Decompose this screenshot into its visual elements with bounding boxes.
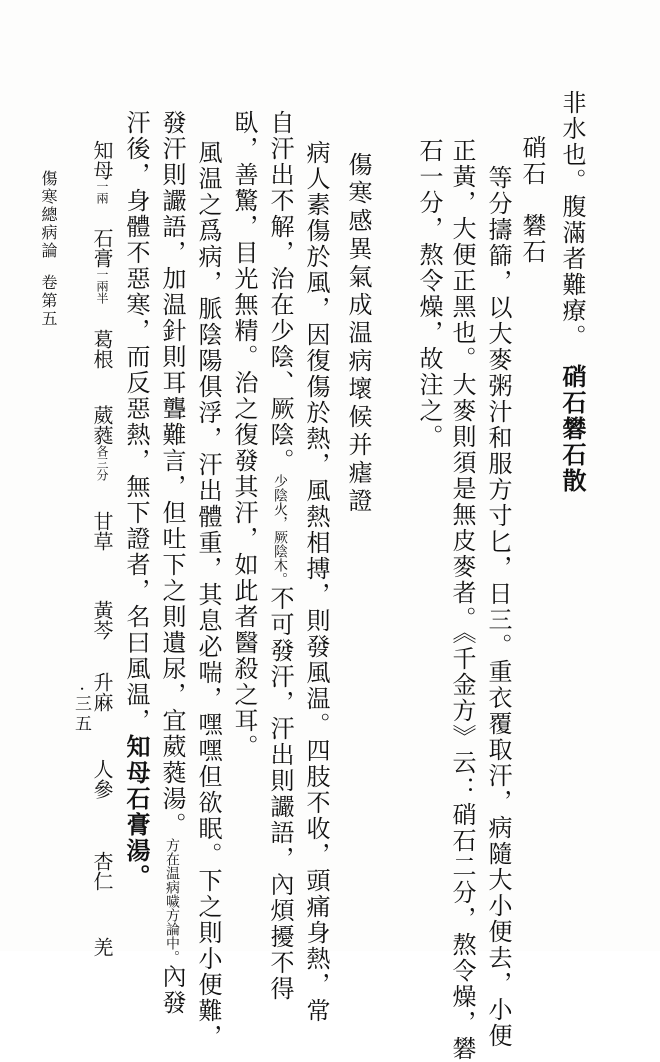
herb-item	[92, 329, 112, 369]
text-column	[160, 110, 184, 1016]
annotation-note: 少陰火，厥陰木。	[272, 474, 288, 586]
text-column	[232, 110, 256, 760]
text-column	[304, 140, 328, 1024]
text-segment: 臥，善驚，目光無精。治之復發其汗，如此者醫殺之耳。	[230, 110, 258, 760]
text-segment: 內發	[158, 964, 186, 1016]
herb-dose: 一兩	[95, 180, 109, 204]
text-column	[417, 138, 441, 450]
herb-item	[92, 759, 112, 799]
text-column	[196, 140, 220, 1050]
running-header	[40, 170, 56, 328]
text-column	[558, 90, 587, 494]
text-column	[486, 165, 510, 1049]
herb-name: 甘草	[90, 511, 114, 552]
text-segment: 發汗則讝語，加温針則耳聾難言，但吐下之則遺尿，宜葳蕤湯。	[158, 110, 186, 838]
text-column	[450, 138, 474, 1062]
text-segment: 正黃，大便正黑也。大麥則須是無皮麥者。《千金方》云：硝石二分，熬令燥，礬	[448, 138, 476, 1062]
herb-name: 杏仁	[90, 850, 114, 891]
herb-item	[92, 511, 112, 551]
herb-dose: 一兩半	[95, 268, 109, 305]
formula-title: 知母石膏湯。	[122, 734, 151, 890]
text-column	[268, 110, 292, 1002]
text-segment: 等分擣篩，以大麥粥汁和服方寸匕，日三。重衣覆取汗，病隨大小便去，小便	[484, 165, 512, 1049]
herb-item	[92, 600, 112, 640]
herb-name: 羌	[90, 937, 114, 958]
text-segment: 石一分，熬令燥，故注之。	[415, 138, 443, 450]
text-segment: 汗後，身體不惡寒，而反惡熱，無下證者，名曰風温，	[122, 110, 150, 734]
herb-item	[92, 937, 112, 957]
herb-name: 石膏	[90, 228, 114, 269]
page-number	[72, 686, 89, 734]
text-segment: 風温之爲病，脈陰陽俱浮，汗出體重，其息必喘，嘿嘿但欲眠。下之則小便難，	[194, 140, 222, 1050]
text-segment: 不可發汗，汗出則讝語，內煩擾不得	[266, 586, 294, 1002]
herb-item	[90, 140, 114, 204]
herb-item	[92, 672, 112, 712]
text-segment: 硝石 礬石	[518, 135, 546, 265]
herb-name: 知母	[90, 140, 114, 180]
herb-item	[92, 851, 112, 891]
herb-item	[92, 405, 112, 481]
herb-name: 葳蕤	[90, 405, 114, 446]
recipe-column	[92, 140, 112, 957]
text-segment: 非水也。腹滿者難療。	[558, 90, 586, 350]
formula-title: 硝石礬石散	[558, 364, 587, 494]
text-segment: 病人素傷於風，因復傷於熱，風熱相搏，則發風温。四肢不收，頭痛身熱，常	[302, 140, 330, 1024]
herb-name: 升麻	[90, 672, 114, 713]
text-column	[122, 110, 151, 890]
annotation-note: 方在温病噦方論中。	[164, 838, 180, 964]
text-segment: 自汗出不解，治在少陰、厥陰。	[266, 110, 294, 474]
book-title: 傷寒總病論	[39, 170, 58, 260]
herb-item	[92, 228, 112, 304]
herb-name: 葛根	[90, 328, 114, 369]
page-number-text: ·三五	[71, 686, 91, 735]
section-title-text: 傷寒感異氣成温病壞候并瘧證	[344, 152, 372, 516]
herb-dose: 各三分	[95, 445, 109, 482]
volume-label: 卷第五	[39, 274, 58, 328]
herb-name: 黃芩	[90, 599, 114, 640]
section-title	[346, 152, 370, 516]
ingredient-column	[520, 135, 544, 265]
herb-name: 人參	[90, 758, 114, 799]
